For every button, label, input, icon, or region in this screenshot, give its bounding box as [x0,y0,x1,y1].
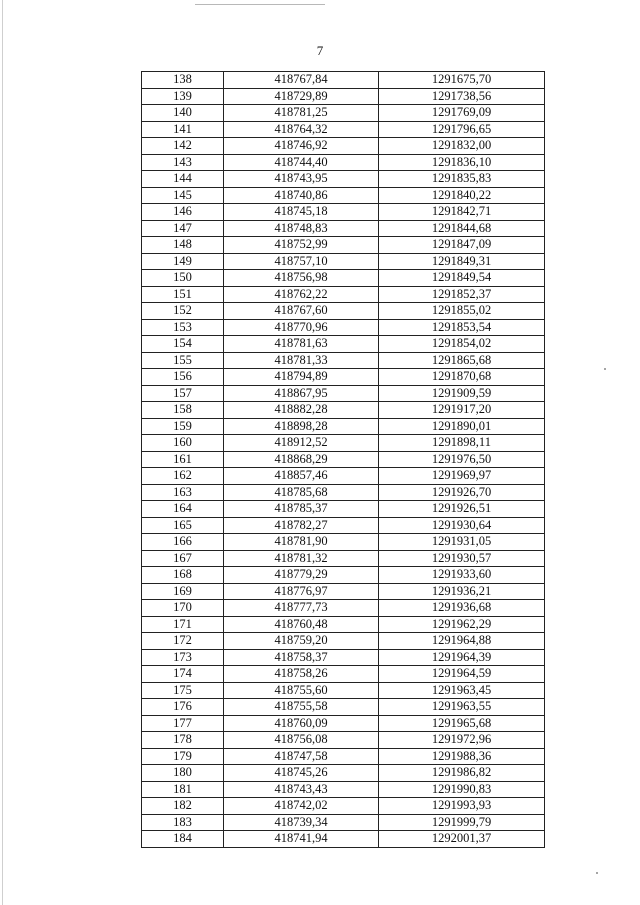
x-coordinate-cell: 418741,94 [224,831,379,848]
table-row [142,187,545,204]
y-coordinate-cell: 1291836,10 [379,154,545,171]
y-coordinate-cell: 1291930,57 [379,550,545,567]
x-coordinate-cell: 418740,86 [224,187,379,204]
y-coordinate-cell: 1291853,54 [379,319,545,336]
y-coordinate-cell: 1291933,60 [379,567,545,584]
x-coordinate-cell: 418756,98 [224,270,379,287]
x-coordinate-cell: 418758,37 [224,649,379,666]
y-coordinate-cell: 1291835,83 [379,171,545,188]
y-coordinate-cell: 1291999,79 [379,814,545,831]
y-coordinate-cell: 1291990,83 [379,781,545,798]
y-coordinate-cell: 1291930,64 [379,517,545,534]
point-number-cell: 166 [142,534,224,551]
point-number-cell: 155 [142,352,224,369]
x-coordinate-cell: 418748,83 [224,220,379,237]
table-row [142,385,545,402]
table-row [142,550,545,567]
x-coordinate-cell: 418777,73 [224,600,379,617]
x-coordinate-cell: 418781,63 [224,336,379,353]
x-coordinate-cell: 418757,10 [224,253,379,270]
table-row [142,699,545,716]
point-number-cell: 157 [142,385,224,402]
point-number-cell: 165 [142,517,224,534]
x-coordinate-cell: 418781,33 [224,352,379,369]
table-row [142,220,545,237]
x-coordinate-cell: 418762,22 [224,286,379,303]
x-coordinate-cell: 418785,37 [224,501,379,518]
table-row [142,732,545,749]
point-number-cell: 162 [142,468,224,485]
point-number-cell: 159 [142,418,224,435]
point-number-cell: 172 [142,633,224,650]
x-coordinate-cell: 418760,09 [224,715,379,732]
x-coordinate-cell: 418752,99 [224,237,379,254]
y-coordinate-cell: 1291844,68 [379,220,545,237]
x-coordinate-cell: 418743,43 [224,781,379,798]
scan-speck [604,368,606,370]
scan-edge [2,0,3,905]
y-coordinate-cell: 1291936,68 [379,600,545,617]
table-row [142,781,545,798]
table-row [142,204,545,221]
coordinates-table [141,71,545,848]
point-number-cell: 146 [142,204,224,221]
table-row [142,121,545,138]
x-coordinate-cell: 418868,29 [224,451,379,468]
point-number-cell: 156 [142,369,224,386]
y-coordinate-cell: 1291852,37 [379,286,545,303]
x-coordinate-cell: 418745,26 [224,765,379,782]
point-number-cell: 179 [142,748,224,765]
table-row [142,583,545,600]
table-row [142,303,545,320]
table-row [142,748,545,765]
point-number-cell: 177 [142,715,224,732]
table-row [142,517,545,534]
y-coordinate-cell: 1291963,45 [379,682,545,699]
point-number-cell: 154 [142,336,224,353]
x-coordinate-cell: 418882,28 [224,402,379,419]
point-number-cell: 141 [142,121,224,138]
y-coordinate-cell: 1291842,71 [379,204,545,221]
x-coordinate-cell: 418785,68 [224,484,379,501]
y-coordinate-cell: 1291847,09 [379,237,545,254]
point-number-cell: 138 [142,72,224,89]
table-row [142,369,545,386]
x-coordinate-cell: 418857,46 [224,468,379,485]
table-row [142,765,545,782]
table-row [142,682,545,699]
table-row [142,616,545,633]
table-row [142,435,545,452]
table-row [142,534,545,551]
point-number-cell: 161 [142,451,224,468]
x-coordinate-cell: 418743,95 [224,171,379,188]
x-coordinate-cell: 418764,32 [224,121,379,138]
table-row [142,468,545,485]
y-coordinate-cell: 1291976,50 [379,451,545,468]
table-row [142,402,545,419]
point-number-cell: 143 [142,154,224,171]
table-row [142,600,545,617]
y-coordinate-cell: 1291849,54 [379,270,545,287]
point-number-cell: 171 [142,616,224,633]
point-number-cell: 183 [142,814,224,831]
table-row [142,72,545,89]
y-coordinate-cell: 1291931,05 [379,534,545,551]
x-coordinate-cell: 418755,58 [224,699,379,716]
point-number-cell: 180 [142,765,224,782]
point-number-cell: 173 [142,649,224,666]
y-coordinate-cell: 1291962,29 [379,616,545,633]
x-coordinate-cell: 418742,02 [224,798,379,815]
table-row [142,501,545,518]
point-number-cell: 152 [142,303,224,320]
x-coordinate-cell: 418867,95 [224,385,379,402]
y-coordinate-cell: 1291769,09 [379,105,545,122]
y-coordinate-cell: 1291936,21 [379,583,545,600]
x-coordinate-cell: 418781,32 [224,550,379,567]
x-coordinate-cell: 418747,58 [224,748,379,765]
table-row [142,633,545,650]
x-coordinate-cell: 418776,97 [224,583,379,600]
point-number-cell: 147 [142,220,224,237]
point-number-cell: 176 [142,699,224,716]
table-row [142,253,545,270]
point-number-cell: 148 [142,237,224,254]
table-row [142,484,545,501]
y-coordinate-cell: 1291963,55 [379,699,545,716]
x-coordinate-cell: 418744,40 [224,154,379,171]
point-number-cell: 158 [142,402,224,419]
y-coordinate-cell: 1291849,31 [379,253,545,270]
table-row [142,418,545,435]
point-number-cell: 139 [142,88,224,105]
point-number-cell: 164 [142,501,224,518]
y-coordinate-cell: 1291926,51 [379,501,545,518]
table-row [142,171,545,188]
table-row [142,352,545,369]
point-number-cell: 169 [142,583,224,600]
table-row [142,451,545,468]
table-row [142,831,545,848]
y-coordinate-cell: 1291964,88 [379,633,545,650]
x-coordinate-cell: 418756,08 [224,732,379,749]
point-number-cell: 167 [142,550,224,567]
x-coordinate-cell: 418767,84 [224,72,379,89]
point-number-cell: 153 [142,319,224,336]
y-coordinate-cell: 1291870,68 [379,369,545,386]
table-row [142,715,545,732]
x-coordinate-cell: 418745,18 [224,204,379,221]
table-row [142,666,545,683]
y-coordinate-cell: 1291854,02 [379,336,545,353]
table-row [142,319,545,336]
point-number-cell: 142 [142,138,224,155]
x-coordinate-cell: 418781,25 [224,105,379,122]
table-row [142,798,545,815]
x-coordinate-cell: 418781,90 [224,534,379,551]
x-coordinate-cell: 418755,60 [224,682,379,699]
table-row [142,154,545,171]
y-coordinate-cell: 1291965,68 [379,715,545,732]
x-coordinate-cell: 418758,26 [224,666,379,683]
point-number-cell: 160 [142,435,224,452]
point-number-cell: 175 [142,682,224,699]
y-coordinate-cell: 1291926,70 [379,484,545,501]
y-coordinate-cell: 1291890,01 [379,418,545,435]
y-coordinate-cell: 1291964,39 [379,649,545,666]
table-row [142,649,545,666]
point-number-cell: 181 [142,781,224,798]
y-coordinate-cell: 1291986,82 [379,765,545,782]
y-coordinate-cell: 1291796,65 [379,121,545,138]
y-coordinate-cell: 1291898,11 [379,435,545,452]
y-coordinate-cell: 1291855,02 [379,303,545,320]
table-row [142,814,545,831]
point-number-cell: 170 [142,600,224,617]
x-coordinate-cell: 418767,60 [224,303,379,320]
x-coordinate-cell: 418759,20 [224,633,379,650]
table-row [142,138,545,155]
x-coordinate-cell: 418912,52 [224,435,379,452]
y-coordinate-cell: 1291972,96 [379,732,545,749]
y-coordinate-cell: 1291738,56 [379,88,545,105]
table-row [142,336,545,353]
x-coordinate-cell: 418898,28 [224,418,379,435]
point-number-cell: 145 [142,187,224,204]
table-row [142,105,545,122]
table-row [142,237,545,254]
point-number-cell: 163 [142,484,224,501]
table-row [142,286,545,303]
scan-speck [596,872,598,874]
y-coordinate-cell: 1291675,70 [379,72,545,89]
y-coordinate-cell: 1291832,00 [379,138,545,155]
x-coordinate-cell: 418746,92 [224,138,379,155]
x-coordinate-cell: 418729,89 [224,88,379,105]
table-row [142,88,545,105]
x-coordinate-cell: 418739,34 [224,814,379,831]
point-number-cell: 182 [142,798,224,815]
x-coordinate-cell: 418779,29 [224,567,379,584]
point-number-cell: 184 [142,831,224,848]
y-coordinate-cell: 1291909,59 [379,385,545,402]
point-number-cell: 140 [142,105,224,122]
x-coordinate-cell: 418794,89 [224,369,379,386]
y-coordinate-cell: 1291917,20 [379,402,545,419]
point-number-cell: 174 [142,666,224,683]
point-number-cell: 178 [142,732,224,749]
y-coordinate-cell: 1292001,37 [379,831,545,848]
y-coordinate-cell: 1291969,97 [379,468,545,485]
y-coordinate-cell: 1291840,22 [379,187,545,204]
y-coordinate-cell: 1291964,59 [379,666,545,683]
point-number-cell: 151 [142,286,224,303]
table-row [142,270,545,287]
y-coordinate-cell: 1291988,36 [379,748,545,765]
x-coordinate-cell: 418782,27 [224,517,379,534]
scan-top-rule [195,4,325,5]
point-number-cell: 144 [142,171,224,188]
x-coordinate-cell: 418760,48 [224,616,379,633]
point-number-cell: 150 [142,270,224,287]
table-row [142,567,545,584]
x-coordinate-cell: 418770,96 [224,319,379,336]
y-coordinate-cell: 1291865,68 [379,352,545,369]
page-number: 7 [316,43,324,58]
y-coordinate-cell: 1291993,93 [379,798,545,815]
coordinates-table-body [142,72,545,848]
point-number-cell: 149 [142,253,224,270]
point-number-cell: 168 [142,567,224,584]
